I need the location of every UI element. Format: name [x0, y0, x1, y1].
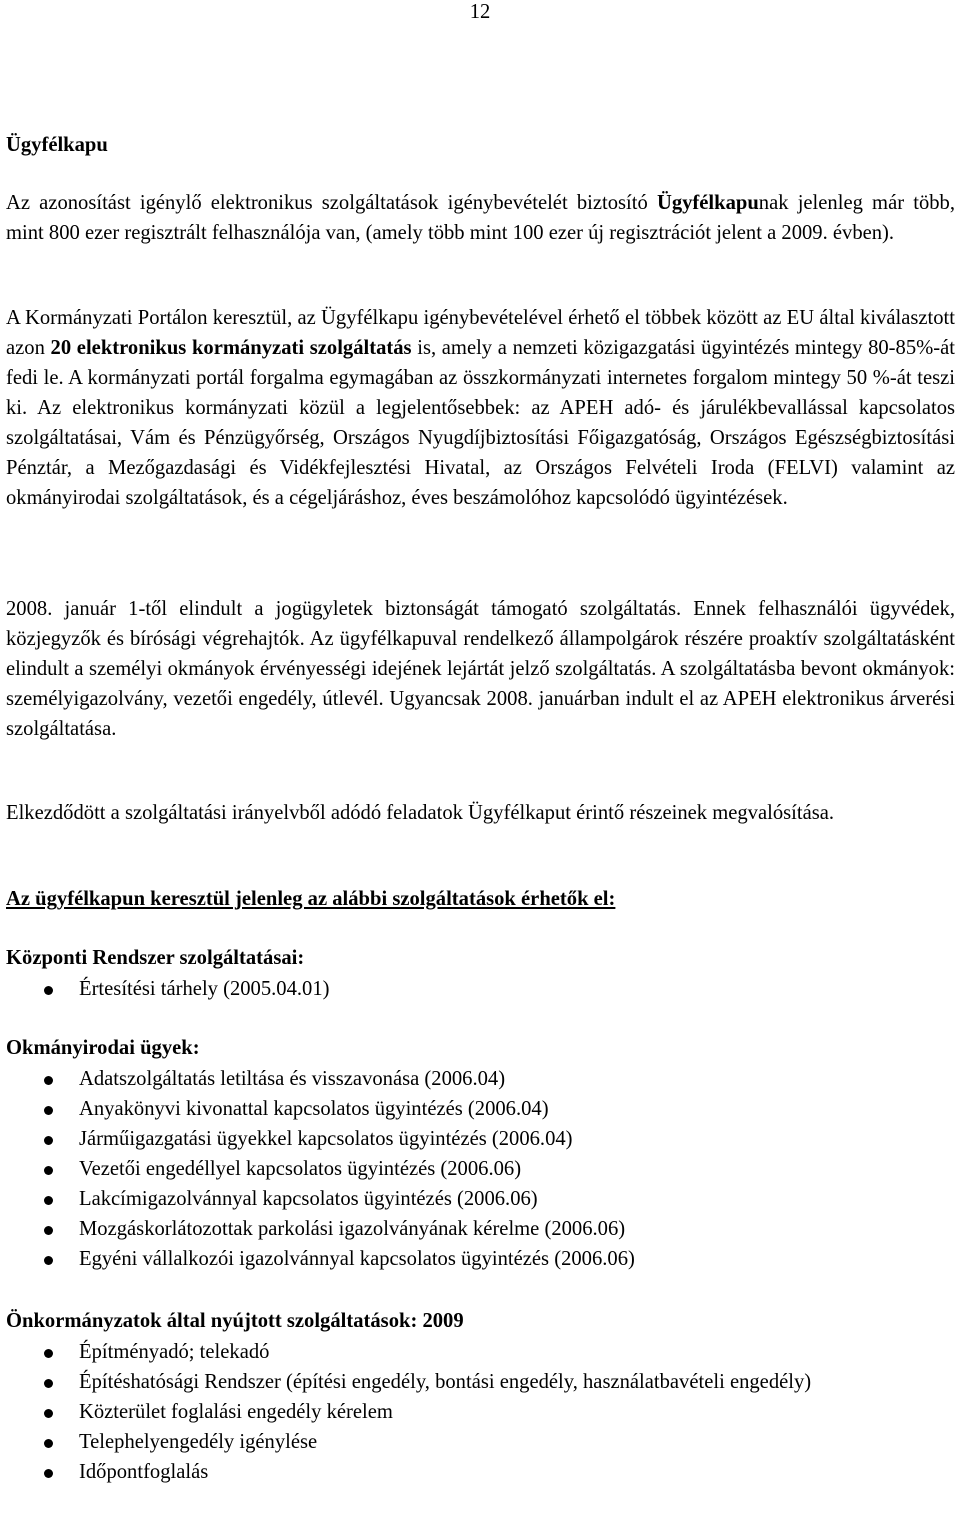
- list-item: Vezetői engedéllyel kapcsolatos ügyintézés (2006.06): [6, 1154, 955, 1184]
- section-title-central: Központi Rendszer szolgáltatásai:: [6, 947, 305, 969]
- list-item: Telephelyengedély igénylése: [6, 1427, 955, 1457]
- bold-ugyfelkapu: Ügyfélkapu: [656, 192, 759, 214]
- section-title-onkormanyzat: Önkormányzatok által nyújtott szolgáltatások: 2009: [6, 1310, 464, 1332]
- page-number: 12: [469, 1, 491, 23]
- paragraph-portal: A Kormányzati Portálon keresztül, az Ügyfélkapu igénybevételével érhető el többek között az EU által kiválasztott azon 20 elektronikus kormányzati szolgáltatás is, amely a nemzeti közigazgatási ügyintézés mintegy 80-85%-át fedi le. A kormányzati portál forgalma egymagában az összkormányzati internetes forgalom mintegy 50 %-át teszi ki. Az elektronikus kormányzati közül a legjelentősebbek: az APEH adó- és járulékbevallással kapcsolatos szolgáltatásai, Vám és Pénzügyőrség, Országos Nyugdíjbiztosítási Főigazgatóság, Országos Egészségbiztosítási Pénztár, a Mezőgazdasági és Vidékfejlesztési Hivatal, az Országos Felvételi Iroda (FELVI) valamint az okmányirodai szolgáltatások, és a cégeljáráshoz, éves beszámolóhoz kapcsolódó ügyintézések.: [6, 307, 955, 509]
- list-item: Időpontfoglalás: [6, 1457, 955, 1487]
- list-item: Értesítési tárhely (2005.04.01): [6, 974, 955, 1004]
- list-item: Közterület foglalási engedély kérelem: [6, 1397, 955, 1427]
- services-heading: Az ügyfélkapun keresztül jelenleg az alábbi szolgáltatások érhetők el:: [6, 888, 616, 910]
- list-item: Adatszolgáltatás letiltása és visszavonása (2006.04): [6, 1064, 955, 1094]
- list-item: Építéshatósági Rendszer (építési engedély, bontási engedély, használatbavételi engedély): [6, 1367, 955, 1397]
- list-onkormanyzat: [6, 1337, 955, 1487]
- section-heading: Ügyfélkapu: [6, 134, 108, 156]
- list-item: Építményadó; telekadó: [6, 1337, 955, 1367]
- list-item: Járműigazgatási ügyekkel kapcsolatos ügyintézés (2006.04): [6, 1124, 955, 1154]
- paragraph-intro: Az azonosítást igénylő elektronikus szolgáltatások igénybevételét biztosító Ügyfélkapunak jelenleg már több, mint 800 ezer regisztrált felhasználója van, (amely több mint 100 ezer új regisztrációt jelent a 2009. évben).: [6, 192, 955, 244]
- list-central: [6, 974, 955, 1004]
- list-item: Anyakönyvi kivonattal kapcsolatos ügyintézés (2006.04): [6, 1094, 955, 1124]
- list-item: Egyéni vállalkozói igazolvánnyal kapcsolatos ügyintézés (2006.06): [6, 1244, 955, 1274]
- bold-20-services: 20 elektronikus kormányzati szolgáltatás: [50, 337, 412, 359]
- list-okmanyiroda: [6, 1064, 955, 1274]
- section-title-okmanyiroda: Okmányirodai ügyek:: [6, 1037, 200, 1059]
- paragraph-2008: 2008. január 1-től elindult a jogügyletek biztonságát támogató szolgáltatás. Ennek felhasználói ügyvédek, közjegyzők és bírósági végrehajtók. Az ügyfélkapuval rendelkező állampolgárok részére proaktív szolgáltatásként elindult a személyi okmányok érvényességi idejének lejártát jelző szolgáltatás. A szolgáltatásba bevont okmányok: személyigazolvány, vezetői engedély, útlevél. Ugyancsak 2008. januárban indult el az APEH elektronikus árverési szolgáltatása.: [6, 598, 955, 740]
- list-item: Mozgáskorlátozottak parkolási igazolványának kérelme (2006.06): [6, 1214, 955, 1244]
- paragraph-directive: Elkezdődött a szolgáltatási irányelvből adódó feladatok Ügyfélkaput érintő részeinek megvalósítása.: [6, 802, 835, 824]
- list-item: Lakcímigazolvánnyal kapcsolatos ügyintézés (2006.06): [6, 1184, 955, 1214]
